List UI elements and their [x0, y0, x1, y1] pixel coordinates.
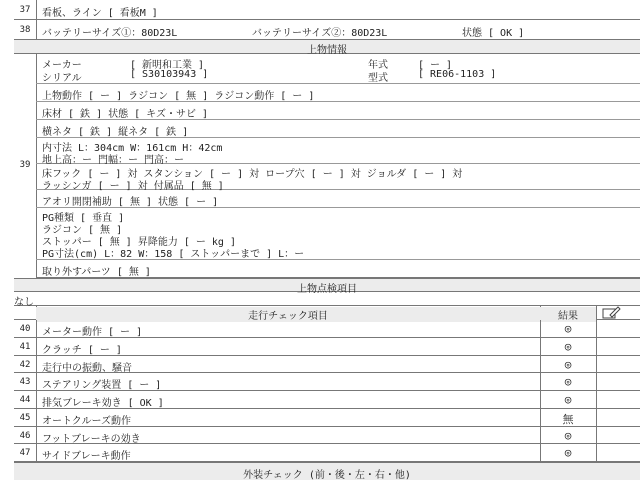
row-number: 42	[19, 359, 31, 370]
check-item-label: フットブレーキの効き	[42, 433, 141, 445]
result-column-title: 結果	[540, 307, 596, 322]
row-37	[14, 0, 640, 20]
row-38	[14, 20, 640, 40]
check-result: ◎	[564, 446, 572, 460]
battery-state: 状態 [ OK ]	[462, 28, 525, 39]
parts-section	[36, 260, 640, 278]
floor-section	[36, 102, 640, 120]
inspection-title: 上物点検項目	[297, 284, 357, 295]
ground-height: 地上高：ー 門幅：ー 門高：ー	[42, 155, 185, 166]
table-row	[14, 444, 640, 462]
serial-value: [ S30103943 ]	[130, 69, 209, 80]
pg-type-line: PG種類 [ 垂直 ]	[42, 213, 125, 224]
pg-radio-line: ラジコン [ 無 ]	[42, 225, 123, 236]
row-number: 41	[19, 341, 31, 352]
check-box[interactable]	[596, 373, 640, 390]
serial-label: シリアル	[42, 73, 82, 84]
row-39	[14, 54, 640, 278]
operation-section	[36, 84, 640, 102]
inspection-value: なし	[14, 297, 34, 308]
lashing-line: ラッシンガ [ ー ] 対 付属品 [ 無 ]	[42, 181, 224, 192]
table-row	[14, 356, 640, 374]
check-item-label: クラッチ [ ー ]	[42, 344, 122, 356]
inner-dimension: 内寸法 L：304cm W：161cm H：42cm	[42, 143, 223, 154]
check-item-label: メーター動作 [ ー ]	[42, 327, 143, 338]
hook-section	[36, 164, 640, 190]
check-item-label: 排気ブレーキ効き [ OK ]	[42, 398, 164, 409]
check-item-label: サイドブレーキ動作	[42, 451, 131, 463]
check-result: ◎	[564, 357, 572, 371]
check-result: ◎	[564, 375, 572, 389]
check-box[interactable]	[596, 320, 640, 337]
hook-line: 床フック [ ー ] 対 スタンション [ ー ] 対 ロープ穴 [ ー ] 対 ジョルダ [ ー ] 対	[42, 169, 463, 180]
beam-section	[36, 120, 640, 138]
row-number: 38	[19, 25, 31, 35]
upper-body-title: 上物情報	[307, 45, 347, 56]
check-result: ◎	[564, 393, 572, 406]
table-row	[14, 409, 640, 427]
model-value: [ RE06-1103 ]	[418, 69, 497, 80]
tailgate-section	[36, 190, 640, 208]
check-box[interactable]	[596, 444, 640, 461]
check-item-label: ステアリング装置 [ ー ]	[42, 380, 162, 392]
maker-value: [ 新明和工業 ]	[130, 60, 205, 71]
battery-size-1: バッテリーサイズ①：80D23L	[42, 28, 178, 39]
row-number: 43	[19, 377, 31, 388]
vehicle-inspection-sheet	[14, 0, 640, 480]
check-result: ◎	[564, 339, 572, 353]
year-value: [ ー ]	[418, 60, 453, 71]
year-label: 年式	[368, 60, 388, 71]
parts-line: 取り外すパーツ [ 無 ]	[42, 267, 151, 278]
beam-line: 横ネタ [ 鉄 ] 縦ネタ [ 鉄 ]	[42, 127, 189, 138]
row-number: 40	[19, 324, 31, 334]
check-result: ◎	[564, 322, 572, 335]
inspection-row	[14, 292, 640, 306]
table-row	[14, 320, 640, 338]
row-number: 45	[19, 412, 31, 423]
check-box[interactable]	[596, 409, 640, 426]
exterior-check-header	[14, 462, 640, 480]
battery-size-2: バッテリーサイズ②：80D23L	[252, 28, 388, 39]
row-number: 39	[19, 160, 31, 170]
table-row	[14, 373, 640, 391]
tailgate-line: アオリ開閉補助 [ 無 ] 状態 [ ー ]	[42, 197, 219, 208]
exterior-check-title: 外装チェック (前・後・左・右・他)	[243, 470, 411, 481]
table-row	[14, 427, 640, 445]
driving-check-title: 走行チェック項目	[36, 307, 540, 322]
check-box[interactable]	[596, 391, 640, 408]
check-result: ◎	[564, 428, 572, 442]
check-item-label: 走行中の振動、騒音	[42, 362, 132, 374]
check-result: 無	[562, 412, 574, 426]
row-number: 37	[19, 5, 31, 15]
row-number: 44	[19, 395, 31, 405]
floor-line: 床材 [ 鉄 ] 状態 [ キズ・サビ ]	[42, 109, 209, 120]
operation-line: 上物動作 [ ー ] ラジコン [ 無 ] ラジコン動作 [ ー ]	[42, 91, 315, 102]
upper-body-header	[14, 40, 640, 54]
inspection-header	[14, 278, 640, 295]
dimension-section	[36, 138, 640, 164]
maker-section	[36, 54, 640, 84]
stopper-line: ストッパー [ 無 ] 昇降能力 [ ー kg ]	[42, 237, 236, 248]
model-label: 型式	[368, 73, 388, 84]
pg-dimension-line: PG寸法(cm) L：82 W：158 [ ストッパーまで ] L：ー	[42, 249, 305, 260]
power-gate-section	[36, 208, 640, 260]
table-row	[14, 391, 640, 409]
check-item-label: オートクルーズ動作	[42, 415, 131, 427]
check-box[interactable]	[596, 427, 640, 444]
check-box[interactable]	[596, 356, 640, 373]
driving-check-header	[14, 306, 640, 320]
table-row	[14, 338, 640, 356]
signboard-text: 看板、ライン [ 看板M ]	[42, 8, 158, 19]
maker-label: メーカー	[42, 60, 82, 71]
row-number: 46	[19, 430, 31, 441]
row-number: 47	[19, 448, 31, 459]
check-box[interactable]	[596, 338, 640, 355]
